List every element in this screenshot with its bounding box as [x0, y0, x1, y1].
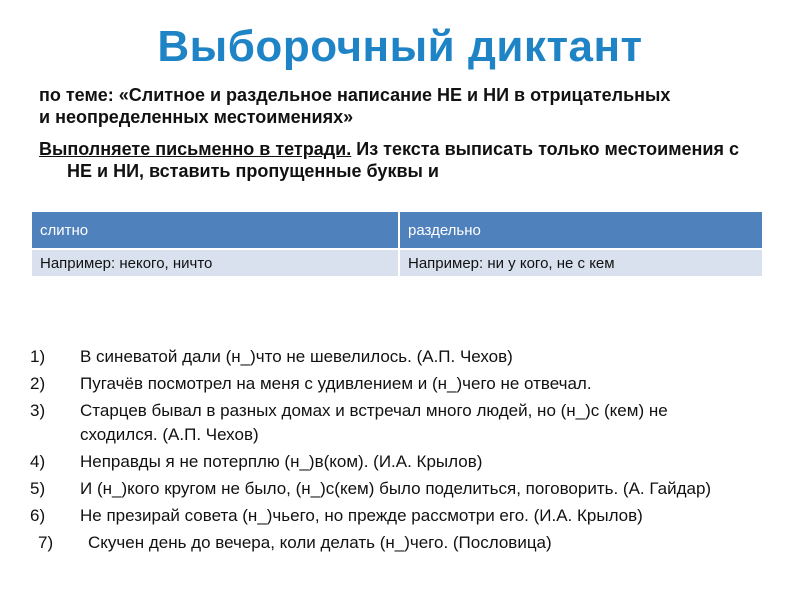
table-cell-merged-example: Например: некого, ничто	[32, 249, 399, 276]
slide-title: Выборочный диктант	[157, 22, 643, 71]
task-underlined: Выполняете письменно в тетради.	[39, 139, 352, 159]
list-item	[30, 450, 750, 474]
topic-line-1: по теме: «Слитное и раздельное написание НЕ и НИ в отрицательных	[39, 85, 671, 105]
list-item	[30, 372, 750, 396]
list-item-number: 4)	[30, 452, 46, 471]
list-item	[30, 477, 750, 501]
list-item	[30, 531, 750, 555]
table-header-merged: слитно	[32, 212, 399, 249]
topic-line-2: и неопределенных местоимениях»	[39, 107, 354, 127]
list-item-text: Старцев бывал в разных домах и встречал много людей, но (н_)с (кем) не сходился. (А.П. Чехов)	[80, 401, 668, 444]
list-item	[30, 504, 750, 528]
table-cell-separate-example: Например: ни у кого, не с кем	[399, 249, 762, 276]
list-item-number: 3)	[30, 401, 46, 420]
list-item-text: И (н_)кого кругом не было, (н_)с(кем) было поделиться, поговорить. (А. Гайдар)	[80, 479, 712, 498]
table-row	[32, 249, 762, 276]
task-instruction	[39, 138, 739, 182]
sentence-list	[30, 345, 750, 558]
table-header-separate: раздельно	[399, 212, 762, 249]
task-rest: Из текста выписать только местоимения с НЕ и НИ, вставить пропущенные буквы и	[67, 139, 739, 181]
list-item-text: Пугачёв посмотрел на меня с удивлением и (н_)чего не отвечал.	[80, 374, 592, 393]
list-item-text: Не презирай совета (н_)чьего, но прежде рассмотри его. (И.А. Крылов)	[80, 506, 643, 525]
list-item-number: 2)	[30, 374, 46, 393]
list-item-number: 6)	[30, 506, 46, 525]
spelling-table	[32, 212, 762, 276]
list-item	[30, 345, 750, 369]
list-item-text: Скучен день до вечера, коли делать (н_)чего. (Пословица)	[88, 533, 552, 552]
list-item-number: 5)	[30, 479, 46, 498]
list-item-text: В синеватой дали (н_)что не шевелилось. (А.П. Чехов)	[80, 347, 513, 366]
assignment-intro	[39, 84, 739, 182]
list-item	[30, 399, 750, 447]
list-item-number: 7)	[38, 533, 54, 552]
list-item-text: Неправды я не потерплю (н_)в(ком). (И.А. Крылов)	[80, 452, 483, 471]
list-item-number: 1)	[30, 347, 46, 366]
table-header-row	[32, 212, 762, 249]
